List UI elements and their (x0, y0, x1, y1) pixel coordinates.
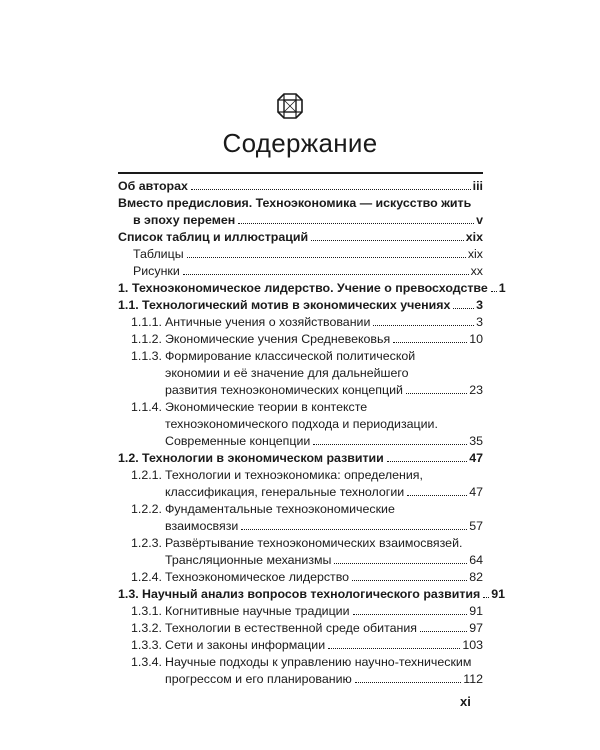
toc-entry-title: Техноэкономическое лидерство. Учение о превосходстве (132, 281, 488, 295)
toc-page-number: 10 (469, 332, 483, 346)
toc-entry[interactable] (118, 229, 483, 246)
toc-entry[interactable] (118, 280, 506, 297)
toc-entry-title: Вместо предисловия. Техноэкономика — искусство жить (118, 196, 472, 210)
toc-entry-number: 1.2. (118, 451, 139, 465)
toc-leader-dots (453, 308, 474, 309)
toc-entry[interactable] (118, 263, 483, 280)
page-title: Содержание (222, 128, 378, 158)
toc-page-number: 47 (469, 451, 483, 465)
toc-page-number: xix (465, 230, 483, 244)
toc-entry-title: Экономические учения Средневековья (165, 332, 391, 346)
toc-entry[interactable] (118, 637, 483, 654)
toc-entry[interactable] (118, 178, 483, 195)
toc-entry-title: Список таблиц и иллюстраций (118, 230, 309, 244)
toc-entry[interactable] (118, 654, 483, 688)
toc-leader-dots (420, 631, 467, 632)
toc-entry[interactable] (118, 569, 483, 586)
toc-entry-title: взаимосвязи (165, 519, 239, 533)
toc-entry-title: классификация, генеральные технологии (165, 485, 405, 499)
toc-page-number: 47 (469, 485, 483, 499)
toc-page-number: 57 (469, 519, 483, 533)
toc-page-number: 91 (469, 604, 483, 618)
toc-entry-title: в эпоху перемен (133, 213, 236, 227)
toc-leader-dots (334, 563, 467, 564)
toc-entry-number: 1. (118, 281, 129, 295)
toc-entry[interactable] (118, 331, 483, 348)
toc-leader-dots (187, 257, 466, 258)
toc-leader-dots (241, 529, 467, 530)
toc-entry[interactable] (118, 501, 483, 535)
toc-leader-dots (355, 682, 461, 683)
toc-entry-number: 1.3.3. (131, 638, 163, 652)
toc-page-number: 23 (469, 383, 483, 397)
toc-leader-dots (352, 580, 467, 581)
toc-entry-title: прогрессом и его планированию (165, 672, 352, 686)
toc-page-number: 3 (476, 298, 483, 312)
toc-page-number: 112 (463, 672, 483, 686)
toc-leader-dots (387, 461, 467, 462)
toc-entry[interactable] (118, 586, 506, 603)
toc-entry[interactable] (118, 348, 483, 399)
toc-leader-dots (373, 325, 474, 326)
toc-page-number: v (476, 213, 483, 227)
toc-leader-dots (183, 274, 469, 275)
toc-entry[interactable] (118, 399, 483, 450)
toc-entry[interactable] (118, 467, 483, 501)
toc-page-number: 82 (469, 570, 483, 584)
toc-entry-number: 1.2.1. (131, 468, 163, 482)
toc-page-number: 64 (469, 553, 483, 567)
toc-page-number: iii (472, 179, 483, 193)
toc-entry-title: Когнитивные научные традиции (165, 604, 350, 618)
toc-entry-title: Технологии и техноэкономика: определения, (165, 468, 423, 482)
toc-entry-number: 1.1.2. (131, 332, 163, 346)
toc-entry-number: 1.1.3. (131, 349, 163, 363)
toc-entry[interactable] (118, 450, 483, 467)
toc-entry-title: развития техноэкономических концепций (165, 383, 403, 397)
toc-page-number: xx (470, 264, 483, 278)
toc-leader-dots (313, 444, 467, 445)
toc-leader-dots (191, 189, 471, 190)
toc-entry-title: Научный анализ вопросов технологического развития (142, 587, 481, 601)
page-number: xi (460, 694, 471, 709)
toc-entry-number: 1.2.4. (131, 570, 163, 584)
cube-emblem-icon (276, 92, 304, 120)
toc-leader-dots (406, 393, 467, 394)
toc-entry-title: Технологии в естественной среде обитания (165, 621, 417, 635)
toc-entry[interactable] (118, 314, 483, 331)
toc-entry[interactable] (118, 195, 483, 229)
toc-entry-title: Таблицы (133, 247, 184, 261)
toc-leader-dots (353, 614, 468, 615)
toc-entry-title: Современные концепции (165, 434, 311, 448)
toc-page-number: 35 (469, 434, 483, 448)
toc-leader-dots (393, 342, 467, 343)
toc-entry-number: 1.2.3. (131, 536, 163, 550)
toc-entry-number: 1.1.4. (131, 400, 163, 414)
toc-entry-number: 1.2.2. (131, 502, 163, 516)
toc-entry-title: техноэкономического подхода и периодизации. (165, 417, 438, 431)
table-of-contents (118, 172, 506, 688)
toc-entry-title: Трансляционные механизмы (165, 553, 332, 567)
toc-leader-dots (483, 597, 489, 598)
toc-entry-title: экономии и её значение для дальнейшего (165, 366, 409, 380)
toc-entry-title: Рисунки (133, 264, 180, 278)
toc-entry-title: Научные подходы к управлению научно-техническим (165, 655, 472, 669)
toc-page-number: xix (467, 247, 483, 261)
toc-entry[interactable] (118, 535, 483, 569)
toc-entry-number: 1.3. (118, 587, 139, 601)
toc-entry-title: Технологии в экономическом развитии (142, 451, 384, 465)
toc-leader-dots (407, 495, 467, 496)
toc-page-number: 103 (462, 638, 483, 652)
toc-entry-number: 1.3.4. (131, 655, 163, 669)
toc-entry-title: Фундаментальные техноэкономические (165, 502, 395, 516)
toc-leader-dots (238, 223, 474, 224)
toc-entry[interactable] (118, 603, 483, 620)
toc-page-number: 91 (491, 587, 506, 601)
toc-entry-number: 1.3.1. (131, 604, 163, 618)
toc-entry[interactable] (118, 620, 483, 637)
toc-entry-title: Античные учения о хозяйствовании (165, 315, 371, 329)
toc-leader-dots (328, 648, 460, 649)
toc-leader-dots (491, 291, 497, 292)
toc-entry-number: 1.3.2. (131, 621, 163, 635)
toc-leader-dots (311, 240, 464, 241)
toc-entry-title: Формирование классической политической (165, 349, 416, 363)
toc-entry-title: Технологический мотив в экономических учениях (142, 298, 451, 312)
toc-entry[interactable] (118, 246, 483, 263)
toc-entry-title: Экономические теории в контексте (165, 400, 368, 414)
toc-entry-number: 1.1. (118, 298, 139, 312)
toc-entry-title: Сети и законы информации (165, 638, 326, 652)
toc-page-number: 3 (476, 315, 483, 329)
toc-entry-title: Техноэкономическое лидерство (165, 570, 350, 584)
toc-page-number: 97 (469, 621, 483, 635)
toc-entry-title: Развёртывание техноэкономических взаимосвязей. (165, 536, 463, 550)
toc-entry-number: 1.1.1. (131, 315, 163, 329)
toc-entry[interactable] (118, 297, 483, 314)
toc-entry-title: Об авторах (118, 179, 188, 193)
toc-page-number: 1 (498, 281, 506, 295)
